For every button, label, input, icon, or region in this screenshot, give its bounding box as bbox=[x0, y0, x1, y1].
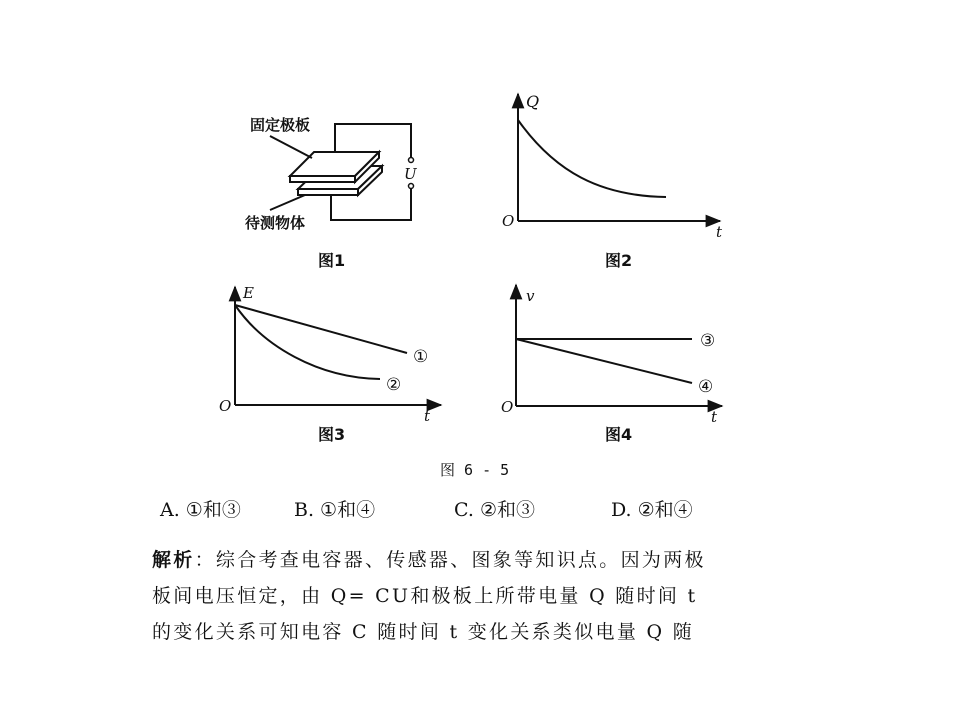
fig3-axes bbox=[235, 287, 441, 405]
option-c[interactable]: C. ②和③ bbox=[454, 499, 535, 521]
option-a[interactable]: A. ①和③ bbox=[160, 499, 241, 521]
object-label: 待测物体 bbox=[245, 214, 306, 232]
fig4-y-label: v bbox=[526, 287, 535, 305]
fig1-caption: 图1 bbox=[318, 251, 346, 270]
fig4-origin: O bbox=[501, 398, 514, 416]
analysis-line-1-text: ：综合考查电容器、传感器、图象等知识点。因为两极 bbox=[194, 549, 706, 571]
analysis-section bbox=[152, 542, 792, 650]
option-b[interactable]: B. ①和④ bbox=[294, 499, 376, 521]
figure-caption: 图 6 - 5 bbox=[440, 461, 510, 479]
answer-options bbox=[160, 495, 800, 525]
fig4-caption: 图4 bbox=[605, 425, 633, 444]
fig2-q-curve bbox=[518, 120, 666, 197]
fig2-caption: 图2 bbox=[605, 251, 633, 270]
fixed-plate-label: 固定极板 bbox=[250, 116, 311, 134]
analysis-line-2: 板间电压恒定，由 Q= CU和极板上所带电量 Q 随时间 t bbox=[152, 585, 698, 607]
fig4-label-3: ③ bbox=[700, 331, 716, 351]
analysis-heading: 解析 bbox=[152, 549, 195, 571]
fig3-x-label: t bbox=[424, 407, 431, 425]
fig4-curve-4 bbox=[516, 339, 692, 383]
fig2-origin: O bbox=[502, 212, 515, 230]
fig2-x-label: t bbox=[716, 223, 723, 241]
lower-plate-front bbox=[298, 189, 358, 195]
upper-plate-front bbox=[290, 176, 355, 182]
analysis-line-1 bbox=[152, 542, 792, 578]
voltage-label: U bbox=[404, 165, 417, 183]
fig3-curve-2 bbox=[235, 305, 380, 379]
fig4-x-label: t bbox=[711, 408, 718, 426]
fig3-caption: 图3 bbox=[318, 425, 346, 444]
terminal-bottom bbox=[409, 184, 414, 189]
fig3-y-label: E bbox=[243, 284, 254, 302]
fig2-y-label: Q bbox=[526, 92, 540, 111]
fig1-capacitor-diagram bbox=[290, 152, 382, 195]
fig2-axes bbox=[518, 94, 720, 221]
fig3-label-2: ② bbox=[386, 375, 402, 395]
fig4-axes bbox=[516, 285, 722, 406]
fig3-origin: O bbox=[219, 397, 232, 415]
analysis-line-3: 的变化关系可知电容 C 随时间 t 变化关系类似电量 Q 随 bbox=[152, 621, 694, 643]
fig4-label-4: ④ bbox=[698, 377, 714, 397]
fig3-curve-1 bbox=[235, 305, 407, 353]
terminal-top bbox=[409, 158, 414, 163]
option-d[interactable]: D. ②和④ bbox=[611, 499, 693, 521]
fig3-label-1: ① bbox=[413, 347, 429, 367]
